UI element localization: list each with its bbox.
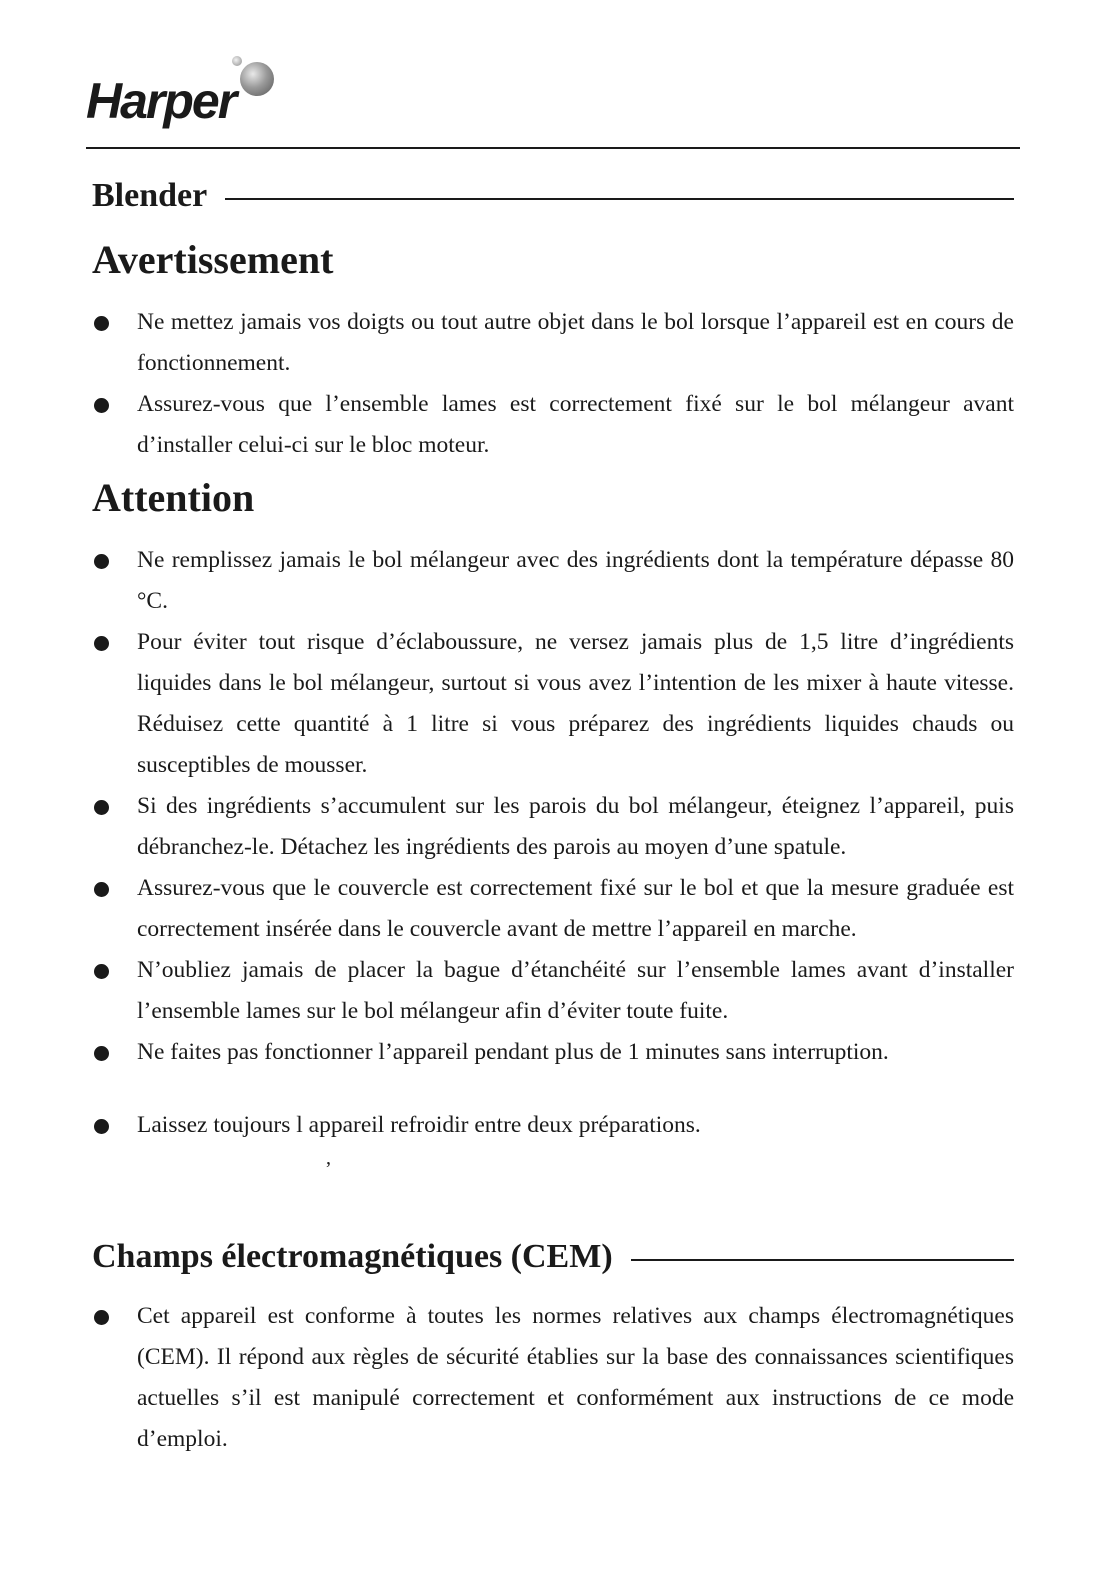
list-item bbox=[92, 622, 1014, 786]
bullet-icon bbox=[94, 554, 109, 569]
section-cem bbox=[92, 1238, 1014, 1276]
bullet-icon bbox=[94, 316, 109, 331]
list-item-text: Assurez-vous que l’ensemble lames est correctement fixé sur le bol mélangeur avant d’installer celui-ci sur le bloc moteur. bbox=[137, 391, 1014, 458]
list-item-text: N’oubliez jamais de placer la bague d’étanchéité sur l’ensemble lames avant d’installer l’ensemble lames sur le bol mélangeur afin d’éviter toute fuite. bbox=[137, 957, 1014, 1024]
bullet-icon bbox=[94, 800, 109, 815]
list-item bbox=[92, 1032, 1014, 1073]
bullet-icon bbox=[94, 964, 109, 979]
list-item bbox=[92, 868, 1014, 950]
list-item bbox=[92, 384, 1014, 466]
list-item bbox=[92, 950, 1014, 1032]
bullet-icon bbox=[94, 1119, 109, 1134]
heading-avertissement: Avertissement bbox=[92, 237, 334, 282]
stray-apostrophe: ’ bbox=[325, 1158, 332, 1180]
heading-attention: Attention bbox=[92, 475, 255, 520]
list-item-text: Si des ingrédients s’accumulent sur les parois du bol mélangeur, éteignez l’appareil, puis débranchez-le. Détachez les ingrédients des parois au moyen d’une spatule. bbox=[137, 793, 1014, 860]
avertissement-list bbox=[92, 302, 1014, 466]
list-item-text: Laissez toujours l appareil refroidir entre deux préparations. bbox=[137, 1112, 701, 1138]
list-item-text: Ne remplissez jamais le bol mélangeur avec des ingrédients dont la température dépasse 80 °C. bbox=[137, 547, 1014, 614]
list-item bbox=[92, 1296, 1014, 1460]
list-item-text: Ne faites pas fonctionner l’appareil pendant plus de 1 minutes sans interruption. bbox=[137, 1039, 889, 1065]
attention-list bbox=[92, 540, 1014, 1146]
logo-text: Harper bbox=[86, 73, 236, 129]
section-rule bbox=[225, 198, 1014, 200]
list-item bbox=[92, 540, 1014, 622]
bullet-icon bbox=[94, 1310, 109, 1325]
section-title-cem: Champs électromagnétiques (CEM) bbox=[92, 1238, 613, 1275]
harper-logo bbox=[86, 56, 286, 136]
cem-list bbox=[92, 1296, 1014, 1460]
header-rule bbox=[86, 147, 1020, 149]
list-item bbox=[92, 302, 1014, 384]
section-title-blender: Blender bbox=[92, 177, 208, 214]
list-item bbox=[92, 786, 1014, 868]
section-rule bbox=[631, 1259, 1014, 1261]
list-item-text: Cet appareil est conforme à toutes les normes relatives aux champs électromagnétiques (CEM). Il répond aux règles de sécurité établies sur la base des connaissances scientifiques actuelles s’il est manipulé correctement et conformément aux instructions de ce mode d’emploi. bbox=[137, 1303, 1014, 1452]
logo-sphere-icon bbox=[240, 62, 274, 96]
list-item-text: Pour éviter tout risque d’éclaboussure, ne versez jamais plus de 1,5 litre d’ingrédients liquides dans le bol mélangeur, surtout si vous avez l’intention de les mixer à haute vitesse. Réduisez cette quantité à 1 litre si vous préparez des ingrédients liquides chauds ou susceptibles de mousser. bbox=[137, 629, 1014, 778]
logo-small-dot-icon bbox=[232, 56, 242, 66]
bullet-icon bbox=[94, 1046, 109, 1061]
list-item-text: Ne mettez jamais vos doigts ou tout autre objet dans le bol lorsque l’appareil est en cours de fonctionnement. bbox=[137, 309, 1014, 376]
list-item bbox=[92, 1105, 1014, 1146]
section-blender bbox=[92, 177, 1014, 215]
bullet-icon bbox=[94, 882, 109, 897]
bullet-icon bbox=[94, 636, 109, 651]
bullet-icon bbox=[94, 398, 109, 413]
list-item-text: Assurez-vous que le couvercle est correctement fixé sur le bol et que la mesure graduée est correctement insérée dans le couvercle avant de mettre l’appareil en marche. bbox=[137, 875, 1014, 942]
